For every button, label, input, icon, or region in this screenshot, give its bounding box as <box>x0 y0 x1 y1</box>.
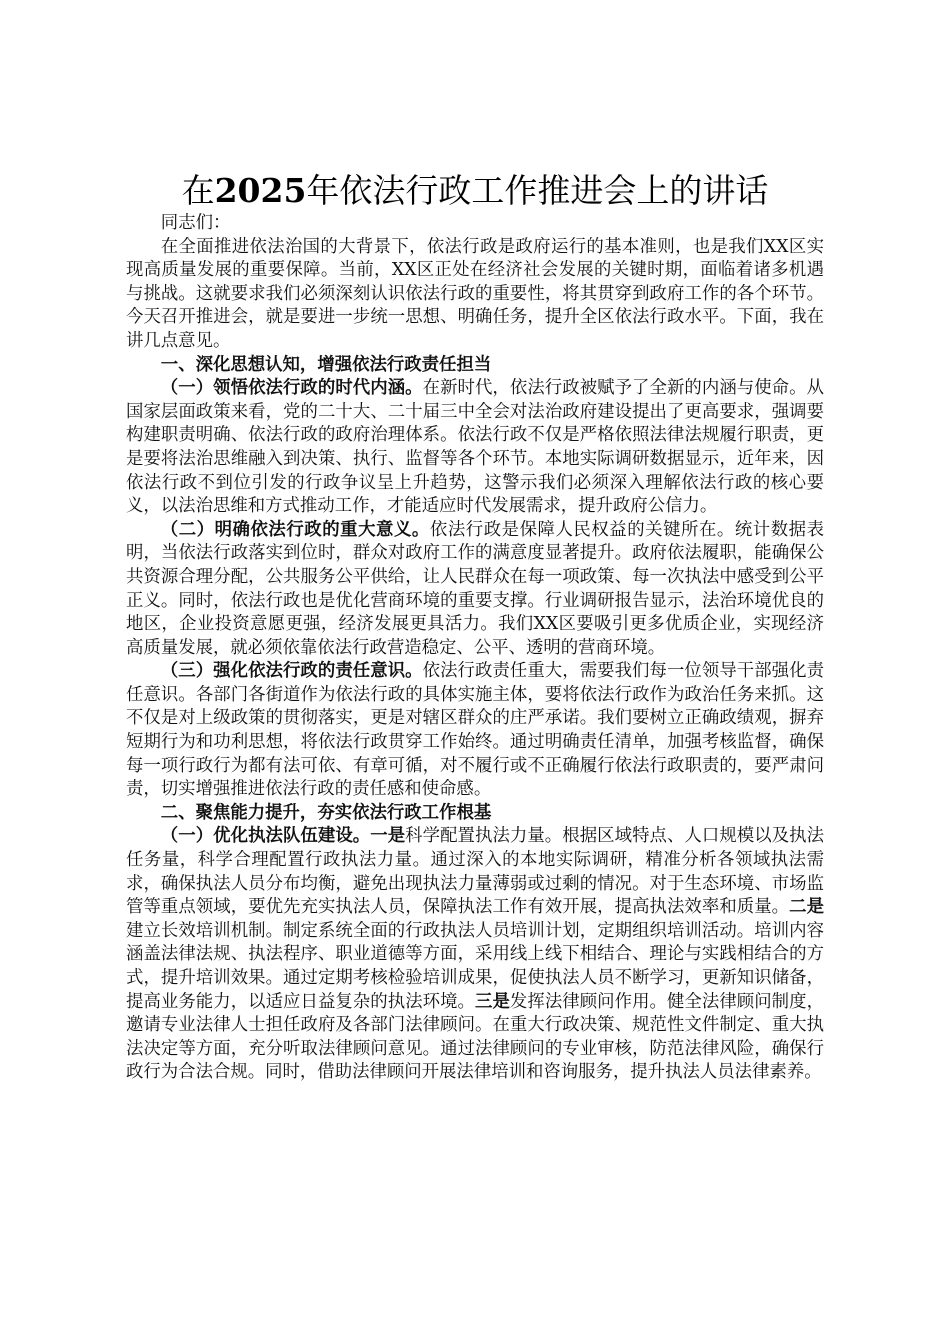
document-body <box>126 166 824 1085</box>
point-text: 科学配置执法力量。根据区域特点、人口规模以及执法任务量，科学合理配置行政执法力量。通过深入的本地实际调研，精准分析各领域执法需求，确保执法人员分布均衡，避免出现执法力量薄弱或过剩的情况。对于生态环境、市场监管等重点领域，要优先充实执法人员，保障执法工作有效开展，提高执法效率和质量。 <box>126 826 824 918</box>
item-text: 依法行政责任重大，需要我们每一位领导干部强化责任意识。各部门各街道作为依法行政的具体实施主体，要将依法行政作为政治任务来抓。这不仅是对上级政策的贯彻落实，更是对辖区群众的庄严承诺。我们要树立正确政绩观，摒弃短期行为和功利思想，将依法行政贯穿工作始终。通过明确责任清单，加强考核监督，确保每一项行政行为都有法可依、有章可循，对不履行或不正确履行依法行政职责的，要严肃问责，切实增强推进依法行政的责任感和使命感。 <box>126 661 824 800</box>
title-year: 2025 <box>214 171 307 210</box>
section-2-item-1 <box>126 825 824 1085</box>
point-text: 建立长效培训机制。制定系统全面的行政执法人员培训计划，定期组织培训活动。培训内容涵盖法律法规、执法程序、职业道德等方面，采用线上线下相结合、理论与实践相结合的方式，提升培训效果。通过定期考核检验培训成果，促使执法人员不断学习，更新知识储备，提高业务能力，以适应日益复杂的执法环境。 <box>126 920 824 1012</box>
item-lead: （一）优化执法队伍建设。 <box>160 826 371 847</box>
section-1-item-2 <box>126 519 824 661</box>
intro-paragraph: 在全面推进依法治国的大背景下，依法行政是政府运行的基本准则，也是我们XX区实现高质量发展的重要保障。当前，XX区正处在经济社会发展的关键时期，面临着诸多机遇与挑战。这就要求我们必须深刻认识依法行政的重要性，将其贯穿到政府工作的各个环节。今天召开推进会，就是要进一步统一思想、明确任务，提升全区依法行政水平。下面，我在讲几点意见。 <box>126 236 824 351</box>
point-marker: 一是 <box>370 826 406 847</box>
item-text: 在新时代，依法行政被赋予了全新的内涵与使命。从国家层面政策来看，党的二十大、二十届三中全会对法治政府建设提出了更高要求，强调要构建职责明确、依法行政的政府治理体系。依法行政不仅是严格依照法律法规履行职责，更是要将法治思维融入到决策、执行、监督等各个环节。本地实际调研数据显示，近年来，因依法行政不到位引发的行政争议呈上升趋势，这警示我们必须深入理解依法行政的核心要义，以法治思维和方式推动工作，才能适应时代发展需求，提升政府公信力。 <box>126 378 824 517</box>
item-lead: （二）明确依法行政的重大意义。 <box>160 519 430 540</box>
section-1-heading: 一、深化思想认知，增强依法行政责任担当 <box>160 354 492 375</box>
section-1-item-1 <box>126 377 824 519</box>
section-2-heading: 二、聚焦能力提升，夯实依法行政工作根基 <box>160 802 492 823</box>
document-title <box>126 166 824 216</box>
item-lead: （三）强化依法行政的责任意识。 <box>160 661 423 682</box>
point-text: 发挥法律顾问作用。健全法律顾问制度，邀请专业法律人士担任政府及各部门法律顾问。在重大行政决策、规范性文件制定、重大执法决定等方面，充分听取法律顾问意见。通过法律顾问的专业审核，防范法律风险，确保行政行为合法合规。同时，借助法律顾问开展法律培训和咨询服务，提升执法人员法律素养。 <box>126 991 824 1083</box>
section-1-item-3 <box>126 660 824 802</box>
point-marker: 二是 <box>789 897 824 918</box>
item-lead: （一）领悟依法行政的时代内涵。 <box>160 378 423 399</box>
item-text: 依法行政是保障人民权益的关键所在。统计数据表明，当依法行政落实到位时，群众对政府工作的满意度显著提升。政府依法履职，能确保公共资源合理分配，公共服务公平供给，让人民群众在每一项政策、每一次执法中感受到公平正义。同时，依法行政也是优化营商环境的重要支撑。行业调研报告显示，法治环境优良的地区，企业投资意愿更强，经济发展更具活力。我们XX区要吸引更多优质企业，实现经济高质量发展，就必须依靠依法行政营造稳定、公平、透明的营商环境。 <box>126 519 824 658</box>
title-suffix: 年依法行政工作推进会上的讲话 <box>306 171 769 210</box>
salutation: 同志们： <box>160 213 231 233</box>
point-marker: 三是 <box>475 991 510 1012</box>
title-prefix: 在 <box>181 171 215 210</box>
